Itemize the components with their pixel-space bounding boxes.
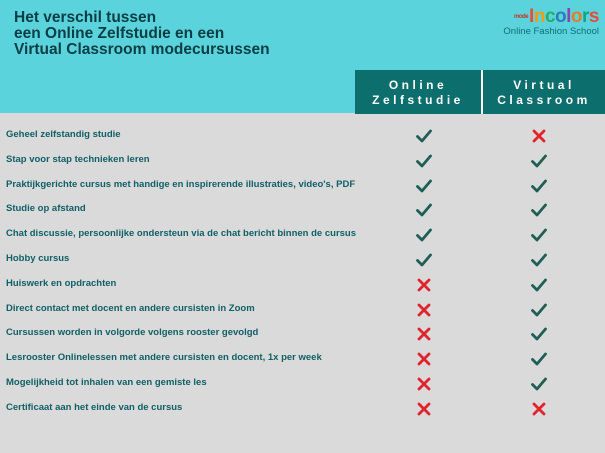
logo-letter: r [582,6,589,27]
cross-icon [416,278,432,292]
cross-icon [416,352,432,366]
check-icon [531,377,547,391]
cross-icon [531,402,547,416]
comparison-table [0,122,605,420]
check-icon [416,129,432,143]
table-row [0,147,605,172]
table-row [0,196,605,221]
logo-letter: s [588,6,599,27]
check-icon [531,303,547,317]
check-icon [531,203,547,217]
table-row [0,296,605,321]
logo-subtitle: Online Fashion School [503,26,599,37]
cross-icon [416,402,432,416]
check-icon [416,253,432,267]
table-row [0,395,605,420]
row-label: Mogelijkheid tot inhalen van een gemiste les [6,376,207,388]
cross-icon [531,129,547,143]
check-icon [531,154,547,168]
column-header-line: Online [388,78,448,92]
table-row [0,345,605,370]
page-title: Het verschil tussen een Online Zelfstudie en een Virtual Classroom modecursussen [14,9,270,58]
table-row [0,221,605,246]
column-header-online [355,70,481,114]
column-header-line: Classroom [497,93,591,107]
row-label: Praktijkgerichte cursus met handige en inspirerende illustraties, video's, PDF [6,178,356,190]
check-icon [531,352,547,366]
logo-small-text: mode [514,14,529,20]
column-header-line: Virtual [513,78,575,92]
check-icon [531,179,547,193]
check-icon [416,154,432,168]
logo-letter: c [544,6,556,27]
check-icon [531,327,547,341]
row-label: Cursussen worden in volgorde volgens rooster gevolgd [6,327,259,339]
cross-icon [416,377,432,391]
row-label: Geheel zelfstandig studie [6,129,121,140]
logo-wordmark [503,8,599,26]
row-label: Hobby cursus [6,252,70,264]
table-row [0,122,605,147]
check-icon [531,228,547,242]
row-label: Stap voor stap technieken leren [6,153,150,165]
check-icon [416,179,432,193]
row-label: Certificaat aan het einde van de cursus [6,401,183,413]
logo-letter: I [529,6,534,27]
logo-letter: o [570,6,583,27]
row-label: Huiswerk en opdrachten [6,277,117,289]
cross-icon [416,303,432,317]
table-row [0,172,605,197]
column-header-virtual [483,70,605,114]
logo-letter: o [555,6,567,27]
check-icon [531,278,547,292]
column-header-line: Zelfstudie [372,93,464,107]
row-label: Lesrooster Onlinelessen met andere cursisten en docent, 1x per week [6,352,322,364]
check-icon [531,253,547,267]
check-icon [416,203,432,217]
table-row [0,370,605,395]
row-label: Chat discussie, persoonlijke ondersteun via de chat bericht binnen de cursus [6,228,357,240]
row-label: Direct contact met docent en andere cursisten in Zoom [6,302,255,314]
check-icon [416,228,432,242]
row-label: Studie op afstand [6,203,86,215]
logo-letter: n [533,6,545,27]
logo-letter: l [566,6,571,27]
table-row [0,320,605,345]
table-row [0,246,605,271]
cross-icon [416,327,432,341]
logo[interactable] [503,8,599,37]
table-row [0,271,605,296]
